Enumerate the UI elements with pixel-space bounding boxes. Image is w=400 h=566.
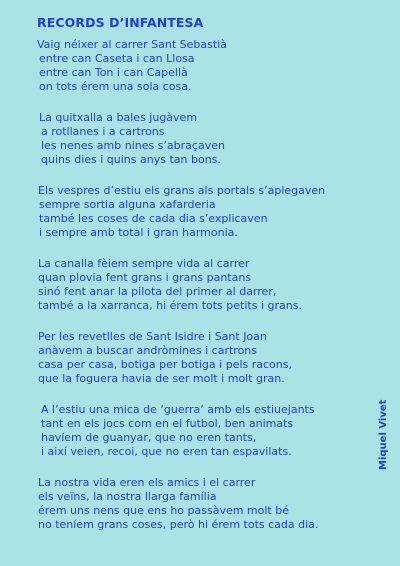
- poem-line: Per les revetlles de Sant Isidre i Sant Joan: [38, 330, 267, 343]
- poem-line: sinó fent anar la pilota del primer al darrer,: [38, 285, 277, 298]
- poem-line: entre can Ton i can Capellà: [39, 66, 188, 79]
- poem-line: els veïns, la nostra llarga família: [38, 490, 217, 503]
- poem-line: quan plovia fent grans i grans pantans: [38, 271, 252, 284]
- poem-line: havíem de guanyar, que no eren tants,: [41, 431, 257, 444]
- poem-line: a rotllanes i a cartrons: [41, 125, 165, 138]
- poem-line: també a la xarranca, hi érem tots petits i grans.: [38, 299, 302, 312]
- poem-line: Vaig néixer al carrer Sant Sebastià: [37, 38, 227, 51]
- poem-line: quins dies i quins anys tan bons.: [41, 153, 221, 166]
- poem-line: La nostra vida eren els amics i el carrer: [38, 476, 256, 489]
- poem-line: entre can Caseta i can Llosa: [39, 52, 195, 65]
- poem-line: les nenes amb nines s’abraçaven: [41, 139, 225, 152]
- poem-line: tant en els jocs com en el futbol, ben animats: [41, 417, 294, 430]
- poem-line: i sempre amb total i gran harmonia.: [39, 226, 238, 239]
- poem-line: érem uns nens que ens ho passàvem molt bé: [38, 504, 289, 517]
- poem-line: no teníem grans coses, però hi érem tots cada dia.: [38, 518, 319, 531]
- author-signature: Miquel Vivet: [378, 399, 389, 470]
- poem-line: que la foguera havia de ser molt i molt gran.: [38, 372, 285, 385]
- poem-title: RECORDS D’INFANTESA: [37, 15, 204, 30]
- poem-line: també les coses de cada dia s’explicaven: [39, 212, 268, 225]
- poem-line: Els vespres d’estiu els grans als portals s’aplegaven: [38, 184, 326, 197]
- poem-line: casa per casa, botiga per botiga i pels racons,: [38, 358, 292, 371]
- poem-line: sempre sortia alguna xafarderia: [39, 198, 216, 211]
- poem-line: La quitxalla a bales jugàvem: [39, 111, 198, 124]
- poem-line: i així veien, recoi, que no eren tan espavilats.: [41, 445, 292, 458]
- poem-line: La canalla fèiem sempre vida al carrer: [38, 257, 250, 270]
- poem-line: anàvem a buscar andròmines i cartrons: [38, 344, 258, 357]
- poem-line: on tots érem una sola cosa.: [39, 80, 192, 93]
- poem-line: A l’estiu una mica de ‘guerra’ amb els estiuejants: [41, 403, 315, 416]
